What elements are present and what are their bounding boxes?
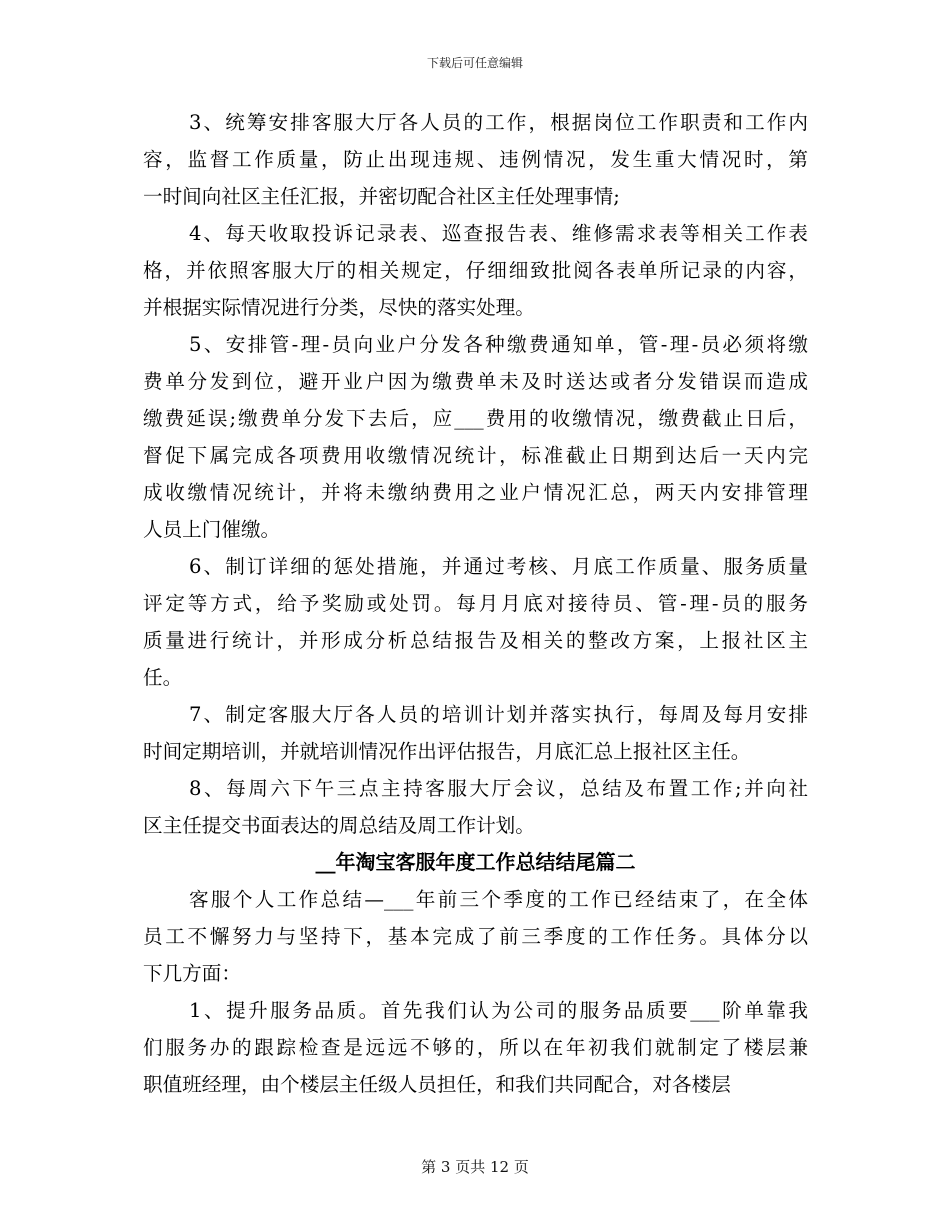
- section-title-wrap: [143, 844, 808, 881]
- text-line: 费单分发到位，避开业户因为缴费单未及时送达或者分发错误而造成: [143, 370, 808, 393]
- page-header: 下载后可任意编辑: [426, 56, 523, 70]
- text-line: 客服个人工作总结—___年前三个季度的工作已经结束了，在全体: [189, 888, 808, 911]
- text-line: 员工不懈努力与坚持下，基本完成了前三季度的工作任务。具体分以: [143, 925, 808, 948]
- text-line: 时间定期培训，并就培训情况作出评估报告，月底汇总上报社区主任。: [143, 740, 751, 763]
- paragraph: [143, 548, 808, 696]
- paragraph: [143, 881, 808, 992]
- page-footer: 第 3 页共 12 页: [421, 1158, 529, 1176]
- text-line: 职值班经理，由个楼层主任级人员担任，和我们共同配合，对各楼层: [143, 1073, 731, 1096]
- text-line: 格，并依照客服大厅的相关规定，仔细细致批阅各表单所记录的内容，: [143, 259, 808, 282]
- paragraph: [143, 215, 808, 326]
- text-line: 们服务办的跟踪检查是远远不够的，所以在年初我们就制定了楼层兼: [143, 1036, 808, 1059]
- text-line: 容，监督工作质量，防止出现违规、违例情况，发生重大情况时，第: [143, 148, 808, 171]
- text-line: 6、制订详细的惩处措施，并通过考核、月底工作质量、服务质量: [189, 555, 808, 578]
- text-line: 4、每天收取投诉记录表、巡查报告表、维修需求表等相关工作表: [189, 222, 808, 245]
- text-line: 1、提升服务品质。首先我们认为公司的服务品质要___阶单靠我: [189, 999, 808, 1022]
- text-line: 质量进行统计，并形成分析总结报告及相关的整改方案，上报社区主: [143, 629, 808, 652]
- paragraph: [143, 104, 808, 215]
- body-text-section-1: [143, 104, 808, 844]
- text-line: 下几方面：: [143, 962, 241, 985]
- text-line: 成收缴情况统计，并将未缴纳费用之业户情况汇总，两天内安排管理: [143, 481, 808, 504]
- text-line: 区主任提交书面表达的周总结及周工作计划。: [143, 814, 535, 837]
- text-line: 并根据实际情况进行分类，尽快的落实处理。: [143, 296, 535, 319]
- paragraph: [143, 992, 808, 1103]
- paragraph: [143, 326, 808, 548]
- text-line: 5、安排管-理-员向业户分发各种缴费通知单，管-理-员必须将缴: [189, 333, 808, 356]
- text-line: 人员上门催缴。: [143, 518, 281, 541]
- text-line: 缴费延误;缴费单分发下去后，应___费用的收缴情况，缴费截止日后，: [143, 407, 808, 430]
- text-line: 8、每周六下午三点主持客服大厅会议，总结及布置工作;并向社: [189, 777, 808, 800]
- section-title: __年淘宝客服年度工作总结结尾篇二: [315, 850, 636, 874]
- text-line: 任。: [143, 666, 183, 689]
- text-line: 7、制定客服大厅各人员的培训计划并落实执行，每周及每月安排: [189, 703, 808, 726]
- paragraph: [143, 770, 808, 844]
- paragraph: [143, 696, 808, 770]
- body-text-section-2: [143, 881, 808, 1103]
- text-line: 督促下属完成各项费用收缴情况统计，标准截止日期到达后一天内完: [143, 444, 808, 467]
- text-line: 一时间向社区主任汇报，并密切配合社区主任处理事情;: [143, 185, 620, 208]
- text-line: 3、统筹安排客服大厅各人员的工作，根据岗位工作职责和工作内: [189, 111, 808, 134]
- text-line: 评定等方式，给予奖励或处罚。每月月底对接待员、管-理-员的服务: [143, 592, 808, 615]
